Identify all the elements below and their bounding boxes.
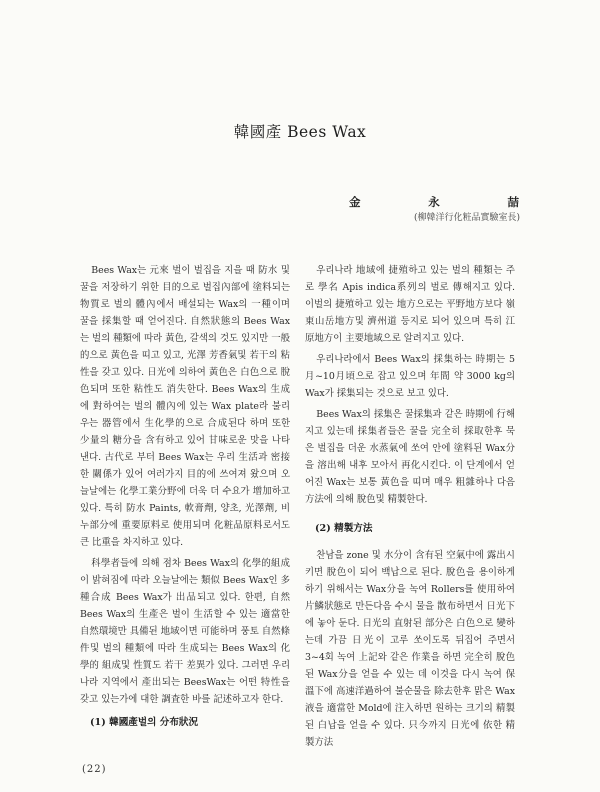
- body-paragraph: 우리나라에서 Bees Wax의 採集하는 時期는 5月~10月頃으로 잡고 있으며 年間 약 3000 kg의 Wax가 採集되는 것으로 보고 있다.: [305, 354, 515, 399]
- body-paragraph: Bees Wax는 元來 벌이 벌집을 지을 때 防水 및 꿀을 저장하기 위한 目的으로 벌집內部에 塗料되는 物質로 벌의 體內에서 배설되는 Wax의 一種이며 꿀을 採集할 때 얻어진다. 自然狀態의 Bees Wax는 벌의 種類에 따라 黃色, 갈색의 것도 있지만 一般的으로 黃色을 띠고 있고, 光澤 芳香氣및 若干의 粘性을 갖고 있다. 日光에 의하여 黃色은 白色으로 脫色되며 또한 粘性도 消失한다. Bees Wax의 生成에 對하여는 벌의 體內에 있는 Wax plate라 불리우는 器管에서 生化學的으로 合成된다 하며 또한 少量의 糖分을 含有하고 있어 甘味로운 맛을 나타낸다. 古代로 부터 Bees Wax는 우리 生活과 密接한 關係가 있어 여러가지 目的에 쓰여져 왔으며 오늘날에는 化學工業分野에 더욱 더 수요가 增加하고 있다. 특히 防水 Paints, 軟膏劑, 양초, 光澤劑, 비누部分에 重要原料로 使用되며 化粧品原料로서도 큰 比重을 차지하고 있다.: [80, 265, 290, 548]
- right-column: [305, 262, 515, 751]
- author-char: 金: [349, 195, 361, 209]
- page-number: (22): [82, 764, 107, 775]
- section-heading: (1) 韓國產벌의 分布狀況: [90, 717, 199, 728]
- body-paragraph: Bees Wax의 採集은 꿀採集과 같은 時期에 行해지고 있는데 採集者들은 꿀을 完全히 採取한후 묵은 벌집을 더운 水蒸氣에 쏘여 안에 塗料된 Wax分을 溶出해 내후 모아서 再化시킨다. 이 단계에서 얻어진 Wax는 보통 黃色을 띠며 매우 粗雜하나 다음 方法에 의해 脫色및 精製한다.: [305, 409, 515, 505]
- author-name: [349, 194, 519, 210]
- author-char: 永: [428, 195, 440, 209]
- section-heading: (2) 精製方法: [315, 523, 373, 534]
- left-column: [80, 262, 290, 741]
- body-paragraph: 찬남을 zone 및 水分이 含有된 空氣中에 露出시키면 脫色이 되어 백납으로 된다. 脫色을 용이하게 하기 위해서는 Wax分을 녹여 Rollers를 使用하여 片鱗狀態로 만든다음 수시 물을 散布하면서 日光下에 놓아 둔다. 日光의 直射된 部分은 白色으로 變하는데 가끔 日光이 고루 쏘이도록 뒤집어 주면서 3~4회 녹여 上記와 같은 作業을 하면 完全히 脫色된 Wax分을 얻을 수 있는 데 이것을 다시 녹여 保溫下에 高速洋過하여 불순물을 除去한후 맑은 Wax液을 適當한 Mold에 注入하면 원하는 크기의 精製된 白납을 얻을 수 있다. 只今까지 日光에 依한 精製方法: [305, 550, 515, 748]
- author-char: 喆: [507, 195, 519, 209]
- article-title: 韓國產 Bees Wax: [233, 123, 367, 141]
- author-affiliation: (柳韓洋行化粧品實驗室長): [413, 213, 520, 223]
- body-paragraph: 科學者들에 의해 점차 Bees Wax의 化學的組成이 밝혀짐에 따라 오늘날에는 類似 Bees Wax인 多種合成 Bees Wax가 出品되고 있다. 한편, 自然 Bees Wax의 生產은 벌이 生活할 수 있는 適當한 自然環境만 具備된 地域이면 可能하며 풍토 自然條件및 벌의 種類에 따라 生成되는 Bees Wax의 化學的 組成및 性質도 若干 差異가 있다. 그러면 우리나라 지역에서 產出되는 BeesWax는 어떤 特性을 갖고 있는가에 대한 調査한 바를 記述하고자 한다.: [80, 558, 290, 705]
- body-paragraph: 우리나라 地域에 捷殖하고 있는 벌의 種類는 주로 學名 Apis indica系列의 벌로 傳해지고 있다. 이벌의 捷殖하고 있는 地方으로는 平野地方보다 嶺東山岳地方및 濟州道 등지로 되어 있으며 특히 江原地方이 主要地域으로 알려지고 있다.: [305, 265, 515, 344]
